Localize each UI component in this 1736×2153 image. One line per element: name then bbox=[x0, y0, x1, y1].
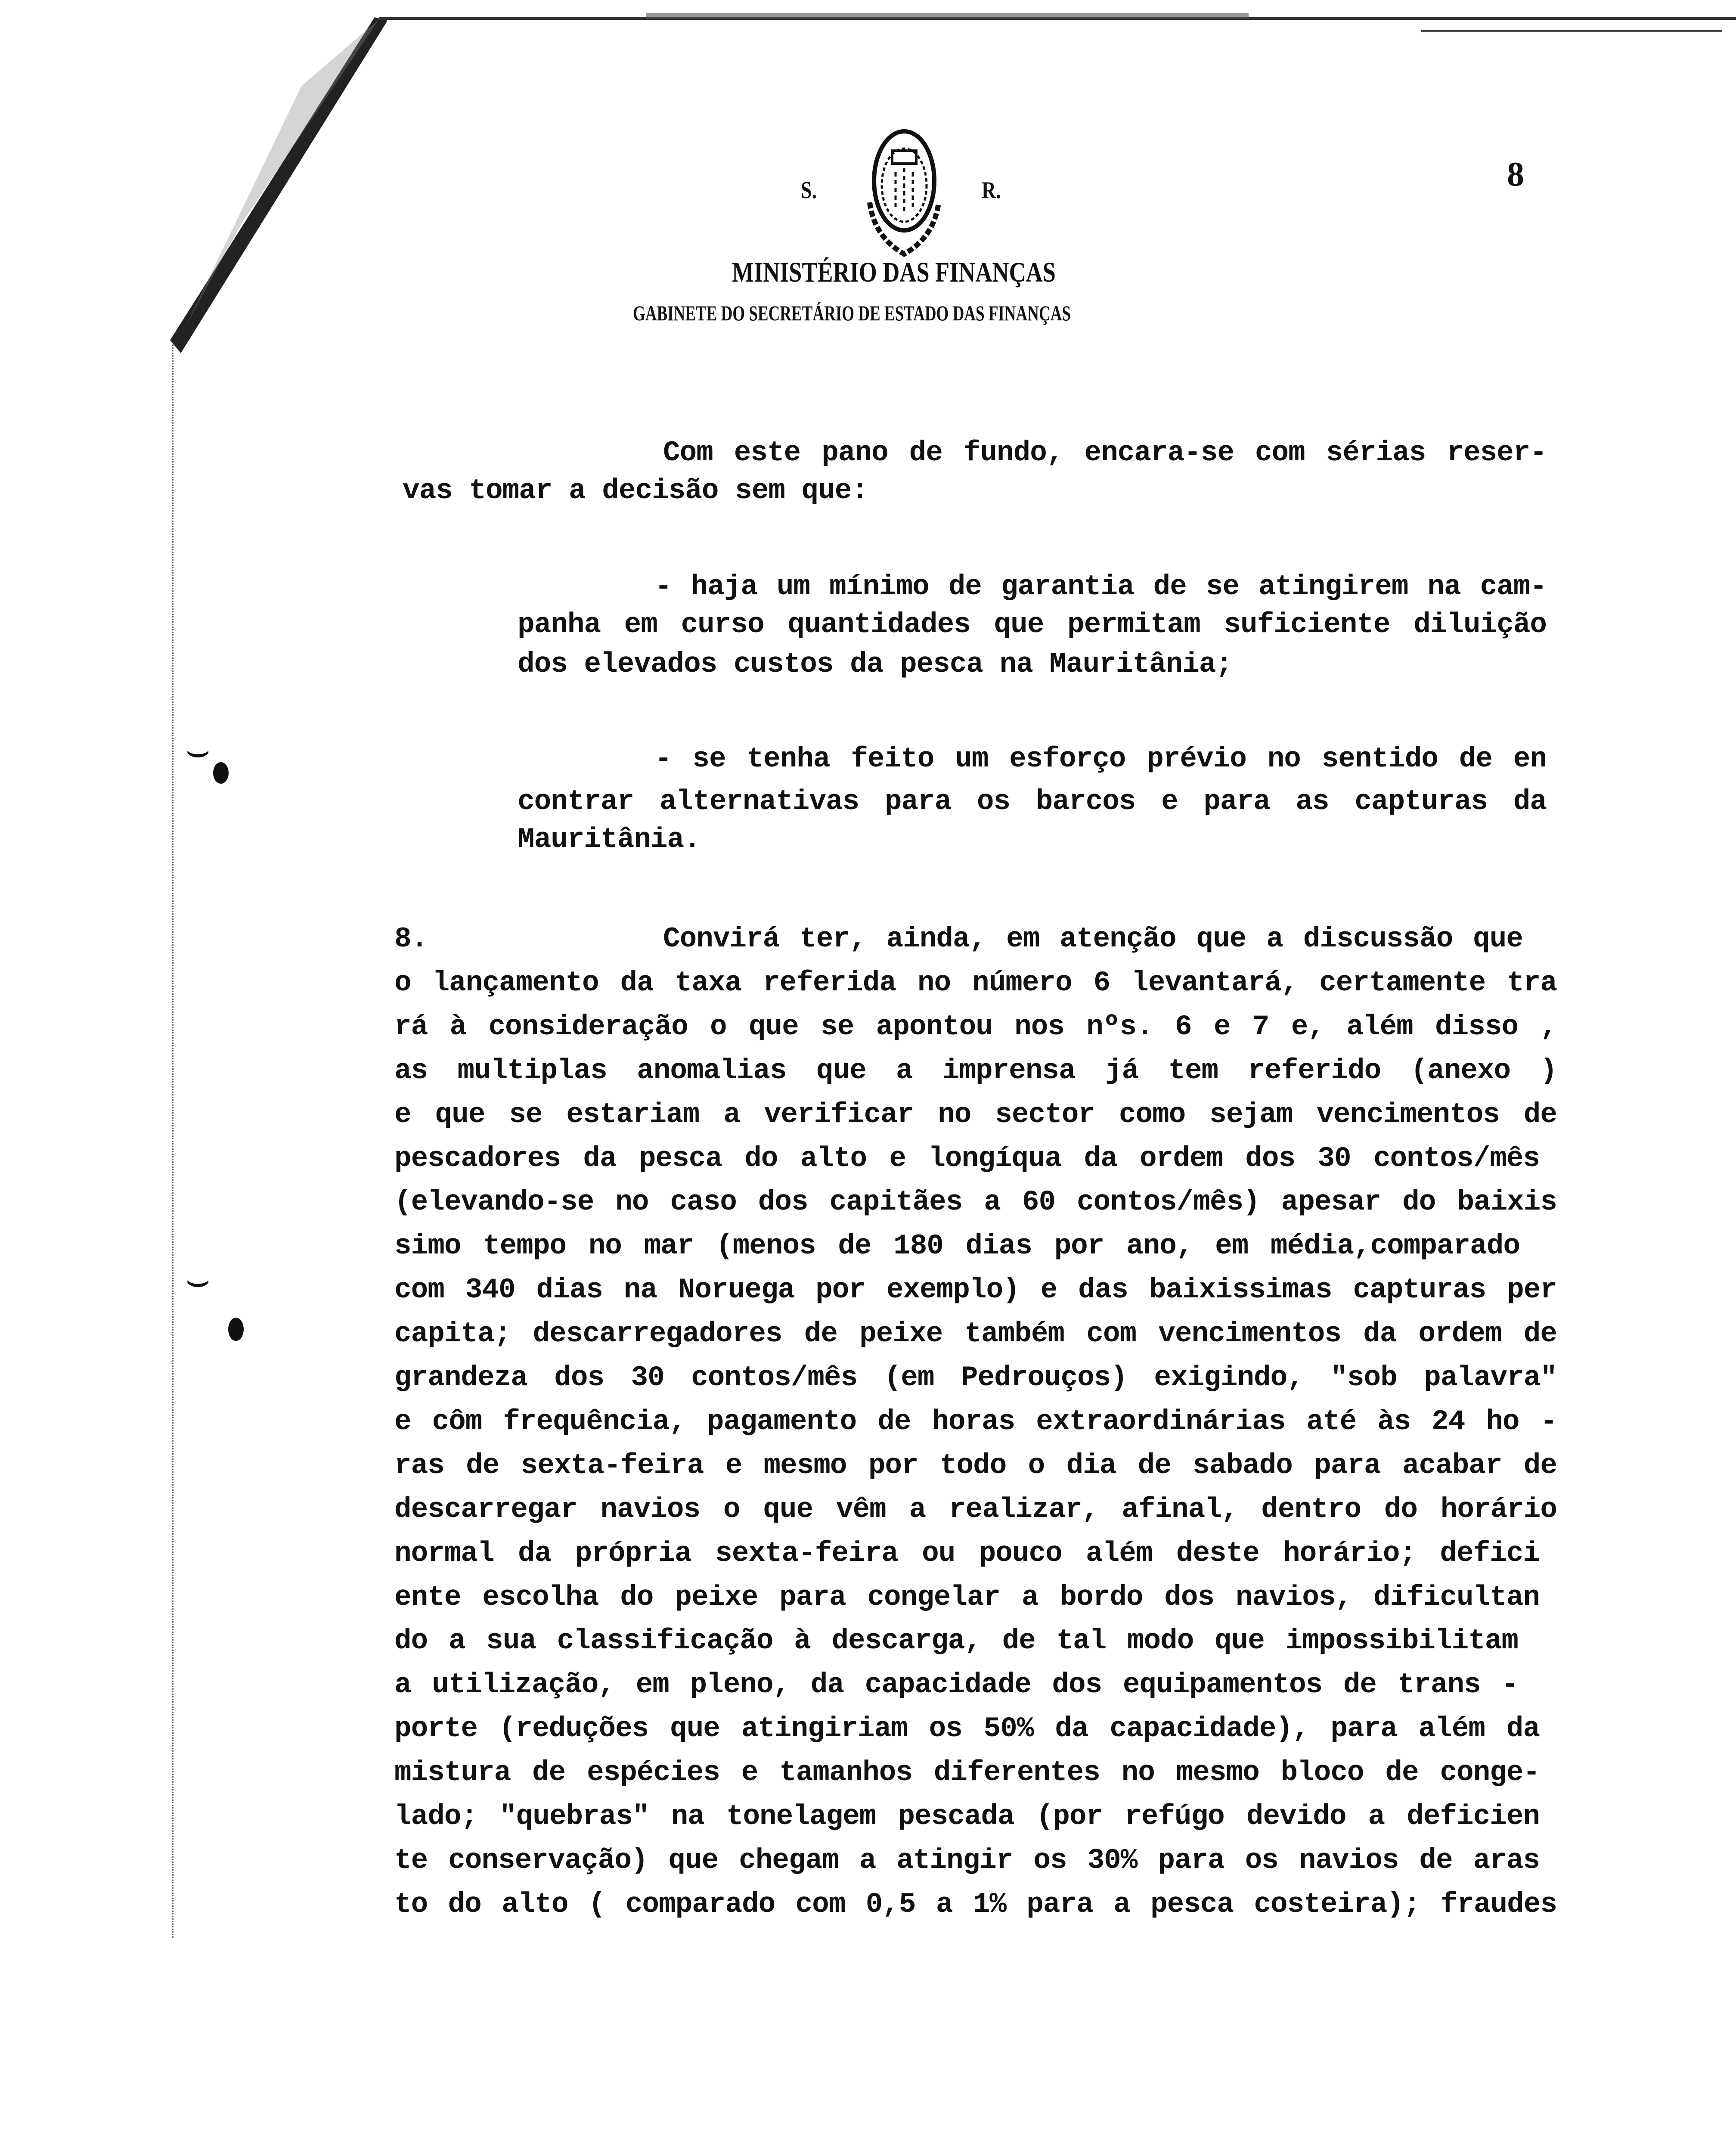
section-line: te conservação) que chegam a atingir os 30% para os navios de aras bbox=[394, 1844, 1540, 1877]
section-line: lado; "quebras" na tonelagem pescada (por refúgo devido a deficien bbox=[394, 1800, 1540, 1833]
letterhead-initial-r: R. bbox=[982, 177, 1001, 204]
bullet-line: - se tenha feito um esforço prévio no sentido de en bbox=[655, 743, 1547, 775]
intro-line: Com este pano de fundo, encara-se com sérias reser- bbox=[663, 437, 1547, 469]
page-number: 8 bbox=[1507, 155, 1524, 193]
bullet-line: contrar alternativas para os barcos e para as capturas da bbox=[518, 785, 1547, 818]
section-line: grandeza dos 30 contos/mês (em Pedrouços) exigindo, "sob palavra" bbox=[394, 1362, 1557, 1394]
section-line: rá à consideração o que se apontou nos nºs. 6 e 7 e, além disso , bbox=[394, 1011, 1557, 1043]
section-line: e côm frequência, pagamento de horas extraordinárias até às 24 ho - bbox=[394, 1405, 1557, 1438]
section-line: (elevando-se no caso dos capitães a 60 contos/mês) apesar do baixis bbox=[394, 1186, 1557, 1218]
margin-rule bbox=[172, 344, 175, 1938]
section-line: porte (reduções que atingiriam os 50% da capacidade), para além da bbox=[394, 1712, 1540, 1745]
section-line: simo tempo no mar (menos de 180 dias por ano, em média,comparado bbox=[394, 1230, 1520, 1262]
margin-mark: ⌣ bbox=[185, 728, 211, 773]
section-line: ente escolha do peixe para congelar a bordo dos navios, dificultan bbox=[394, 1581, 1540, 1613]
section-line: pescadores da pesca do alto e longíqua da ordem dos 30 contos/mês bbox=[394, 1142, 1540, 1175]
ministry-title: MINISTÉRIO DAS FINANÇAS bbox=[732, 257, 1056, 288]
section-line: do a sua classificação à descarga, de tal modo que impossibilitam bbox=[394, 1625, 1518, 1657]
section-line: com 340 dias na Noruega por exemplo) e das baixissimas capturas per bbox=[394, 1274, 1557, 1306]
section-line: ras de sexta-feira e mesmo por todo o dia de sabado para acabar de bbox=[394, 1449, 1557, 1482]
section-line: descarregar navios o que vêm a realizar, afinal, dentro do horário bbox=[394, 1493, 1557, 1526]
section-line: normal da própria sexta-feira ou pouco além deste horário; defici bbox=[394, 1537, 1540, 1570]
margin-mark: ⌣ bbox=[185, 1257, 211, 1303]
bullet-line: panha em curso quantidades que permitam suficiente diluição bbox=[518, 608, 1547, 641]
margin-dot bbox=[213, 762, 229, 784]
section-line: to do alto ( comparado com 0,5 a 1% para a pesca costeira); fraudes bbox=[394, 1888, 1557, 1920]
letterhead-initial-s: S. bbox=[801, 177, 817, 204]
coat-of-arms-seal bbox=[852, 125, 956, 263]
office-subtitle: GABINETE DO SECRETÁRIO DE ESTADO DAS FINANÇAS bbox=[633, 301, 1071, 325]
bullet-line: Mauritânia. bbox=[518, 823, 701, 856]
section-line: o lançamento da taxa referida no número 6 levantará, certamente tra bbox=[394, 967, 1557, 999]
margin-dot bbox=[228, 1318, 244, 1341]
intro-line: vas tomar a decisão sem que: bbox=[403, 475, 868, 507]
section-line: Convirá ter, ainda, em atenção que a discussão que bbox=[663, 923, 1523, 955]
section-line: e que se estariam a verificar no sector como sejam vencimentos de bbox=[394, 1098, 1557, 1131]
section-line: mistura de espécies e tamanhos diferentes no mesmo bloco de conge- bbox=[394, 1756, 1540, 1789]
section-number: 8. bbox=[394, 923, 428, 955]
bullet-line: - haja um mínimo de garantia de se atingirem na cam- bbox=[655, 571, 1547, 603]
bullet-line: dos elevados custos da pesca na Mauritânia; bbox=[518, 648, 1233, 680]
section-line: capita; descarregadores de peixe também com vencimentos da ordem de bbox=[394, 1318, 1557, 1350]
section-line: as multiplas anomalias que a imprensa já tem referido (anexo ) bbox=[394, 1055, 1557, 1087]
section-line: a utilização, em pleno, da capacidade dos equipamentos de trans - bbox=[394, 1669, 1518, 1701]
